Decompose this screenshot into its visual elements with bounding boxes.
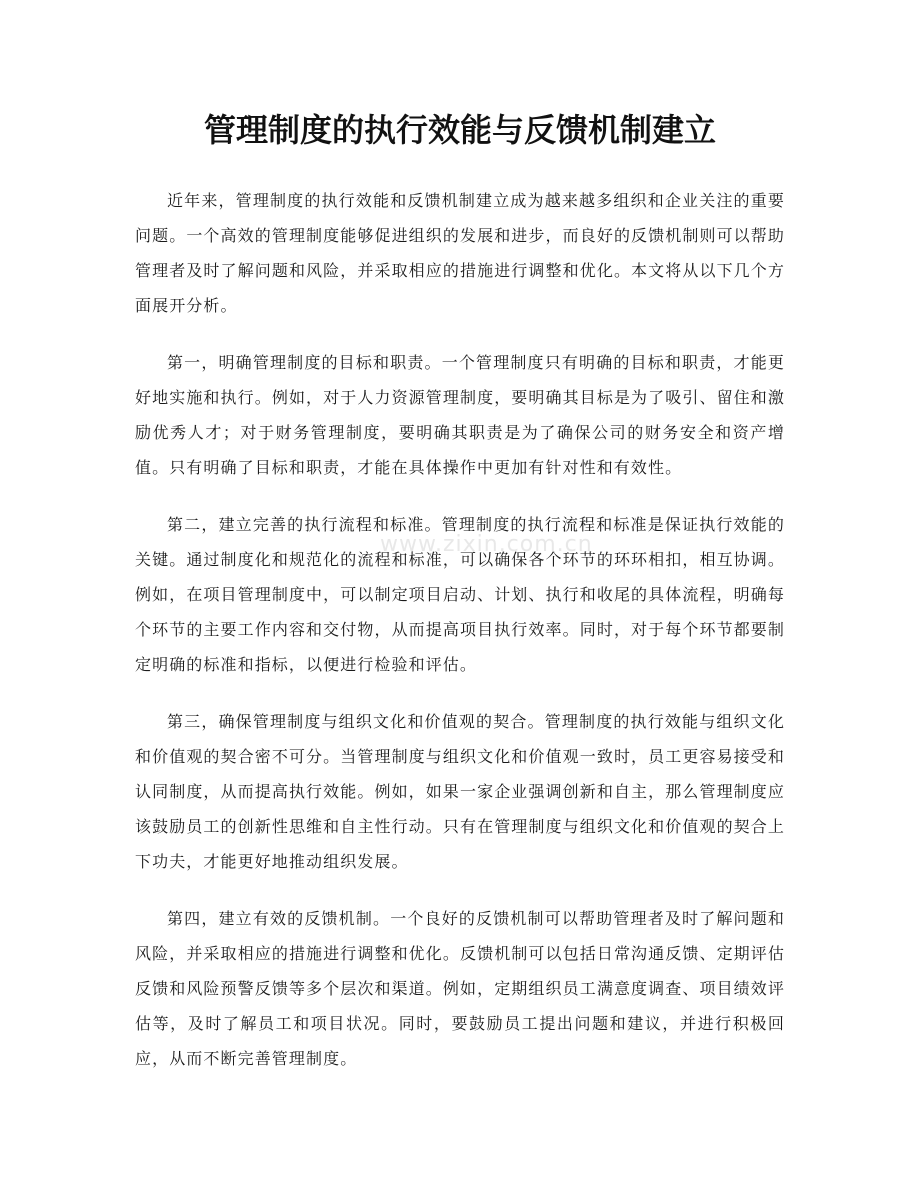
paragraph-first: 第一，明确管理制度的目标和职责。一个管理制度只有明确的目标和职责，才能更好地实施和执行。例如，对于人力资源管理制度，要明确其目标是为了吸引、留住和激励优秀人才；对于财务管理制度，要明确其职责是为了确保公司的财务安全和资产增值。只有明确了目标和职责，才能在具体操作中更加有针对性和有效性。 (135, 353, 785, 477)
paragraph-second: 第二，建立完善的执行流程和标准。管理制度的执行流程和标准是保证执行效能的关键。通过制度化和规范化的流程和标准，可以确保各个环节的环环相扣，相互协调。例如，在项目管理制度中，可以制定项目启动、计划、执行和收尾的具体流程，明确每个环节的主要工作内容和交付物，从而提高项目执行效率。同时，对于每个环节都要制定明确的标准和指标，以便进行检验和评估。 (135, 515, 785, 674)
document-title: 管理制度的执行效能与反馈机制建立 (203, 111, 716, 149)
paragraph-intro: 近年来，管理制度的执行效能和反馈机制建立成为越来越多组织和企业关注的重要问题。一个高效的管理制度能够促进组织的发展和进步，而良好的反馈机制则可以帮助管理者及时了解问题和风险，并采取相应的措施进行调整和优化。本文将从以下几个方面展开分析。 (135, 191, 785, 315)
paragraph-fourth: 第四，建立有效的反馈机制。一个良好的反馈机制可以帮助管理者及时了解问题和风险，并采取相应的措施进行调整和优化。反馈机制可以包括日常沟通反馈、定期评估反馈和风险预警反馈等多个层次和渠道。例如，定期组织员工满意度调查、项目绩效评估等，及时了解员工和项目状况。同时，要鼓励员工提出问题和建议，并进行积极回应，从而不断完善管理制度。 (135, 909, 785, 1068)
watermark-text: www.zixin.com.cn (380, 532, 593, 557)
document-body (135, 183, 785, 1098)
paragraph-third: 第三，确保管理制度与组织文化和价值观的契合。管理制度的执行效能与组织文化和价值观的契合密不可分。当管理制度与组织文化和价值观一致时，员工更容易接受和认同制度，从而提高执行效能。例如，如果一家企业强调创新和自主，那么管理制度应该鼓励员工的创新性思维和自主性行动。只有在管理制度与组织文化和价值观的契合上下功夫，才能更好地推动组织发展。 (135, 712, 785, 871)
